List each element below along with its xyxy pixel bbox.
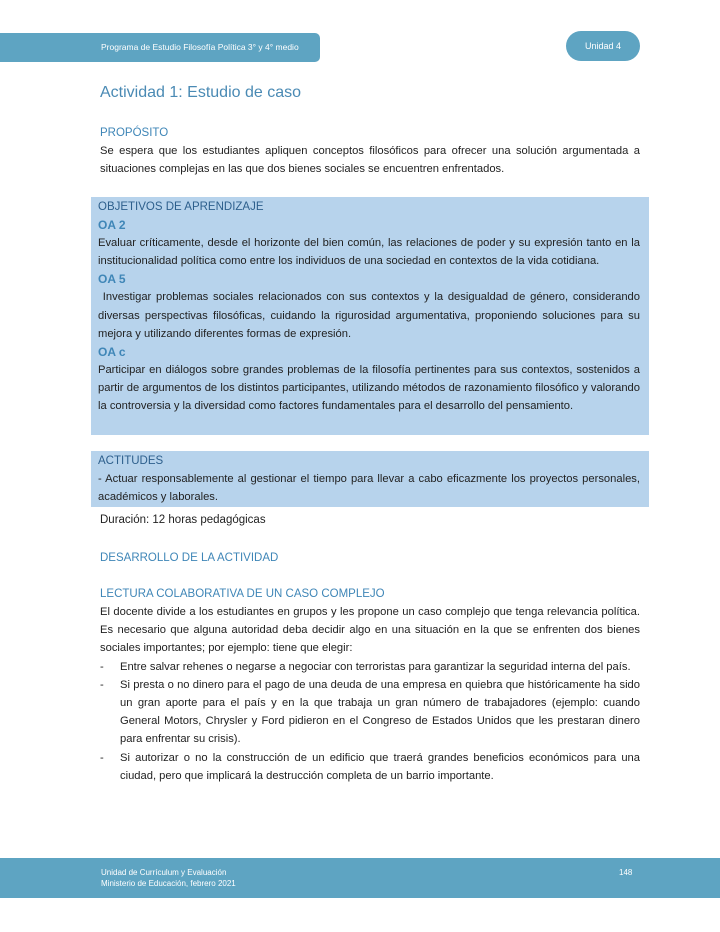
oa-text: Participar en diálogos sobre grandes problemas de la filosofía pertinentes para sus contextos, sostenidos a partir de argumentos de los distintos participantes, utilizando métodos de razonamiento filosófico y valorando la controversia y la diversidad como factores fundamentales para el desarrollo del pensamiento.: [98, 364, 640, 413]
list-item-text: Si presta o no dinero para el pago de una deuda de una empresa en quiebra que históricamente ha sido un gran aporte para el país y en la que trabaja un gran número de trabajadores (ejemplo: cuando General Motors, Chrysler y Ford pidieron en el Congreso de Estados Unidos que les prestaran dinero para enfrentar su crisis).: [120, 678, 640, 746]
oa-code: OA 5: [98, 272, 126, 287]
lectura-intro: El docente divide a los estudiantes en grupos y les propone un caso complejo que tenga relevancia política. Es necesario que alguna autoridad deba decidir algo en una situación en la que se enfrenten dos bienes sociales importantes; por ejemplo: tiene que elegir:: [100, 606, 640, 655]
proposito-heading: PROPÓSITO: [100, 127, 169, 139]
footer-ministry: Ministerio de Educación, febrero 2021: [101, 879, 236, 888]
page-number: 148: [619, 868, 633, 877]
footer-unit: Unidad de Currículum y Evaluación: [101, 868, 227, 877]
oa-text: Investigar problemas sociales relacionados con sus contextos y la desigualdad de género, considerando diversas perspectivas filosóficas, cuidando la rigurosidad argumentativa, proponiendo soluciones para su mejora y utilizando diferentes formas de expresión.: [98, 291, 644, 340]
proposito-text: Se espera que los estudiantes apliquen conceptos filosóficos para ofrecer una solución argumentada a situaciones complejas en las que dos bienes sociales se encuentren enfrentados.: [100, 145, 640, 176]
unit-badge: Unidad 4: [566, 31, 640, 61]
case-list: [100, 658, 640, 785]
activity-title: Actividad 1: Estudio de caso: [100, 84, 302, 101]
objetivos-box: [91, 197, 649, 435]
list-item: - Si presta o no dinero para el pago de una deuda de una empresa en quiebra que históricamente ha sido un gran aporte para el país y en la que trabaja un gran número de trabajadores (ejemplo: cuando General Motors, Chrysler y Ford pidieron en el Congreso de Estados Unidos que les prestaran dinero para enfrentar su crisis).: [100, 678, 640, 746]
list-item: - Entre salvar rehenes o negarse a negociar con terroristas para garantizar la seguridad interna del país.: [100, 660, 631, 673]
objetivos-heading: OBJETIVOS DE APRENDIZAJE: [98, 201, 264, 213]
proposito-section: [100, 124, 640, 178]
oa-code: OA c: [98, 345, 126, 360]
lectura-heading: LECTURA COLABORATIVA DE UN CASO COMPLEJO: [100, 588, 385, 600]
desarrollo-heading: DESARROLLO DE LA ACTIVIDAD: [100, 552, 279, 564]
oa-code: OA 2: [98, 218, 126, 232]
lectura-section: [100, 585, 640, 785]
list-item-text: Si autorizar o no la construcción de un edificio que traerá grandes beneficios económicos para una ciudad, pero que implicará la destrucción completa de un barrio importante.: [120, 751, 640, 782]
list-item: - Si autorizar o no la construcción de un edificio que traerá grandes beneficios económicos para una ciudad, pero que implicará la destrucción completa de un barrio importante.: [100, 751, 640, 782]
actitudes-text: - Actuar responsablemente al gestionar el tiempo para llevar a cabo eficazmente los proyectos personales, académicos y laborales.: [98, 473, 640, 504]
duracion: Duración: 12 horas pedagógicas: [100, 514, 266, 526]
actitudes-box: [91, 451, 649, 507]
program-title: Programa de Estudio Filosofía Política 3° y 4° medio: [101, 42, 299, 52]
footer-bar: [0, 858, 720, 898]
actitudes-heading: ACTITUDES: [98, 455, 164, 467]
oa-text: Evaluar críticamente, desde el horizonte del bien común, las relaciones de poder y su expresión tanto en la institucionalidad política como entre los individuos de una sociedad en contextos de la vida cotidiana.: [98, 237, 640, 268]
list-item-text: Entre salvar rehenes o negarse a negociar con terroristas para garantizar la seguridad interna del país.: [120, 660, 631, 673]
